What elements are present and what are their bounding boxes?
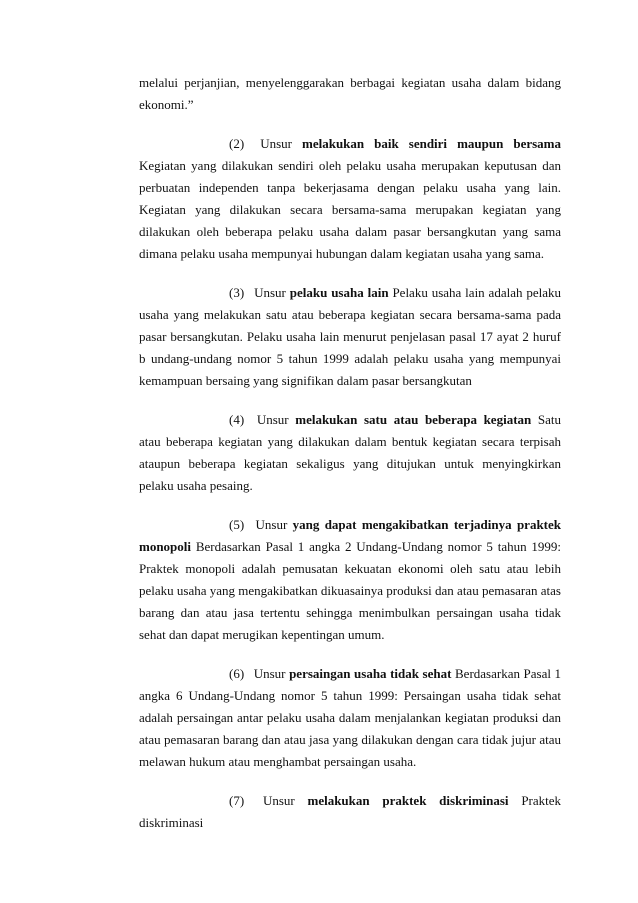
item-number: (2) bbox=[229, 136, 245, 151]
paragraph-continuation bbox=[139, 72, 561, 116]
paragraph-text: Kegiatan yang dilakukan sendiri oleh pelaku usaha merupakan keputusan dan perbuatan independen tanpa bekerjasama dengan pelaku usaha yang lain. Kegiatan yang dilakukan secara bersama-sama merupakan kegiatan yang dilakukan oleh beberapa pelaku usaha dalam pasar bersangkutan yang sama dimana pelaku usaha mempunyai hubungan dalam kegiatan usaha yang sama. bbox=[139, 158, 561, 261]
item-number: (5) bbox=[229, 517, 245, 532]
document-body bbox=[139, 72, 561, 851]
paragraph-item-7 bbox=[139, 790, 561, 834]
paragraph-text: melalui perjanjian, menyelenggarakan berbagai kegiatan usaha dalam bidang ekonomi.” bbox=[139, 75, 561, 112]
paragraph-text: Satu atau beberapa kegiatan yang dilakukan dalam bentuk kegiatan secara terpisah ataupun beberapa kegiatan sekaligus yang ditujukan untuk menyingkirkan pelaku usaha pesaing. bbox=[139, 412, 562, 493]
item-lead: Unsur bbox=[254, 285, 286, 300]
paragraph-item-6 bbox=[139, 663, 561, 773]
paragraph-item-4 bbox=[139, 409, 561, 497]
item-number: (4) bbox=[229, 412, 245, 427]
item-term: pelaku usaha lain bbox=[289, 285, 389, 300]
paragraph-item-2 bbox=[139, 133, 561, 265]
paragraph-text: Praktek diskriminasi bbox=[139, 793, 562, 830]
item-lead: Unsur bbox=[253, 666, 286, 681]
item-number: (7) bbox=[229, 793, 245, 808]
item-number: (3) bbox=[229, 285, 245, 300]
item-term: melakukan baik sendiri maupun bersama bbox=[302, 136, 562, 151]
paragraph-text: Berdasarkan Pasal 1 angka 2 Undang-Undang nomor 5 tahun 1999: Praktek monopoli adalah pemusatan kekuatan ekonomi oleh satu atau lebih pelaku usaha yang mengakibatkan dikuasainya produksi dan atau pemasaran atas barang dan atau jasa tertentu sehingga menimbulkan persaingan usaha tidak sehat dan dapat merugikan kepentingan umum. bbox=[139, 539, 561, 642]
item-lead: Unsur bbox=[262, 793, 295, 808]
paragraph-text: Berdasarkan Pasal 1 angka 6 Undang-Undang nomor 5 tahun 1999: Persaingan usaha tidak sehat adalah persaingan antar pelaku usaha dalam menjalankan kegiatan produksi dan atau pemasaran barang dan atau jasa yang dilakukan dengan cara tidak jujur atau melawan hukum atau menghambat persaingan usaha. bbox=[139, 666, 562, 769]
paragraph-text: Pelaku usaha lain adalah pelaku usaha yang melakukan satu atau beberapa kegiatan secara bersama-sama pada pasar bersangkutan. Pelaku usaha lain menurut penjelasan pasal 17 ayat 2 huruf b undang-undang nomor 5 tahun 1999 adalah pelaku usaha yang mempunyai kemampuan bersaing yang signifikan dalam pasar bersangkutan bbox=[139, 285, 562, 388]
item-lead: Unsur bbox=[260, 136, 292, 151]
paragraph-item-5 bbox=[139, 514, 561, 646]
paragraph-item-3 bbox=[139, 282, 561, 392]
item-number: (6) bbox=[229, 666, 245, 681]
item-term: persaingan usaha tidak sehat bbox=[289, 666, 452, 681]
item-term: melakukan satu atau beberapa kegiatan bbox=[295, 412, 532, 427]
item-term: melakukan praktek diskriminasi bbox=[307, 793, 509, 808]
item-lead: Unsur bbox=[255, 517, 288, 532]
item-term: yang dapat mengakibatkan terjadinya praktek monopoli bbox=[139, 517, 562, 554]
item-lead: Unsur bbox=[256, 412, 289, 427]
